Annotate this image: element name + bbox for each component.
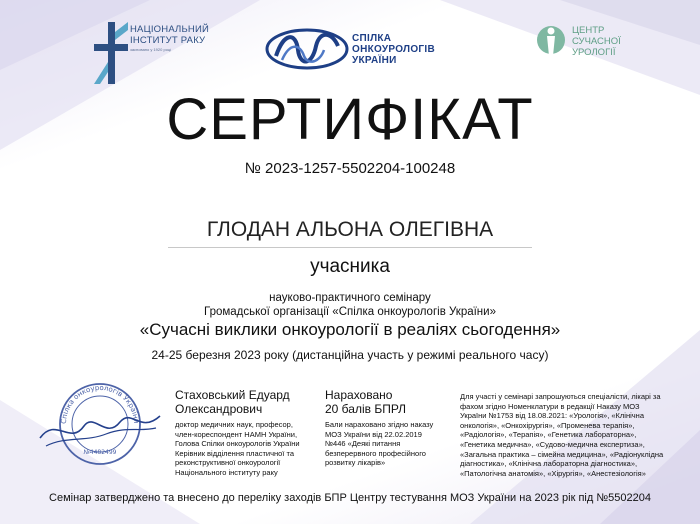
points-desc-line: безперервного професійного <box>325 448 426 458</box>
recipient-name: ГЛОДАН АЛЬОНА ОЛЕГІВНА <box>206 218 494 241</box>
specialties-line: Для участі у семінарі запрошуються спеціалісти, лікарі за <box>460 392 661 401</box>
name-underline <box>168 247 532 248</box>
nir-logo-line1: НАЦІОНАЛЬНИЙ <box>130 24 210 35</box>
certificate-number: № 2023-1257-5502204-100248 <box>244 160 456 177</box>
event-organizer: Громадської організації «Спілка онкоурологів України» <box>204 306 496 318</box>
points-heading <box>325 388 406 416</box>
oncourologists-union-logo <box>262 26 462 72</box>
nir-logo-line2: ІНСТИТУТ РАКУ <box>130 35 206 46</box>
signatory-description <box>175 420 315 478</box>
national-cancer-institute-logo <box>94 22 214 84</box>
signatory-desc-line: доктор медичних наук, професор, <box>175 420 293 429</box>
specialties-line: України №1753 від 18.08.2021: «Урологія», «Клінічна <box>460 411 644 421</box>
signatory-desc-line: Керівник відділення пластичної та <box>175 448 294 458</box>
signatory-name <box>175 388 290 416</box>
signatory-desc-line: реконструктивної онкоурології <box>175 458 281 468</box>
points-description <box>325 420 453 468</box>
nir-cross-logo-icon <box>94 22 128 84</box>
points-heading-line1: Нараховано <box>325 388 393 402</box>
nir-logo-small-text: засновано у 1920 році <box>130 47 172 52</box>
points-desc-line: Бали нараховано згідно наказу <box>325 420 434 429</box>
signatory-desc-line: член-кореспондент НАМН України, <box>175 429 298 439</box>
event-title: «Сучасні виклики онкоурології в реаліях сьогодення» <box>139 320 561 339</box>
specialties-line: онкологія», «Онкохірургія», «Променева терапія», <box>460 420 635 430</box>
certificate-title: СЕРТИФІКАТ <box>166 87 534 152</box>
suo-logo-line2: ОНКОУРОЛОГІВ <box>352 44 435 55</box>
specialties-line: «Загальна практика – сімейна медицина», «Радіонуклідна <box>460 449 664 459</box>
specialties-text <box>460 392 674 478</box>
recipient-role: учасника <box>310 256 390 277</box>
footer-note: Семінар затверджено та внесено до переліку заходів БПР Центру тестування МОЗ України на 2023 рік під №5502204 <box>49 492 651 504</box>
stamp-outer-text: Спілка онкоурологів України <box>59 383 141 425</box>
specialties-line: «Радіологія», «Терапія», «Генетика лабораторна», <box>460 430 637 440</box>
specialties-line: діагностика», «Клінічна лабораторна діагностика», <box>460 459 638 469</box>
points-desc-line: розвитку лікарів» <box>325 458 386 468</box>
specialties-line: фахом згідно Номенклатури в редакції Наказу МОЗ <box>460 401 640 411</box>
stamp-seal-icon <box>36 376 164 470</box>
stamp-code: №4482499 <box>83 449 117 456</box>
event-type: науково-практичного семінару <box>269 292 431 304</box>
csu-logo-line2: СУЧАСНОЇ <box>572 36 621 47</box>
modern-urology-center-logo <box>536 22 626 62</box>
points-desc-line: №446 «Деякі питання <box>325 439 401 449</box>
csu-logo-line3: УРОЛОГІЇ <box>572 47 616 58</box>
points-desc-line: МОЗ України від 22.02.2019 <box>325 429 422 439</box>
suo-swoosh-logo-icon <box>262 26 352 72</box>
signatory-desc-line: Національного інституту раку <box>175 467 278 477</box>
suo-logo-line3: УКРАЇНИ <box>352 55 397 66</box>
event-dates: 24-25 березня 2023 року (дистанційна участь у режимі реального часу) <box>151 348 549 362</box>
csu-logo-line1: ЦЕНТР <box>572 25 605 36</box>
specialties-line: «Патологічна анатомія», «Хірургія», «Анестезіологія» <box>460 468 646 478</box>
suo-logo-line1: СПІЛКА <box>352 33 392 44</box>
signatory-name-line1: Стаховський Едуард <box>175 388 290 402</box>
signatory-name-line2: Олександрович <box>175 402 263 416</box>
points-heading-line2: 20 балів БПРЛ <box>325 402 407 416</box>
urology-figure-logo-icon <box>536 22 566 60</box>
specialties-line: «Генетика медична», «Судово-медична експертиза», <box>460 439 645 449</box>
signatory-desc-line: Голова Спілки онкоурологів України <box>175 439 300 449</box>
